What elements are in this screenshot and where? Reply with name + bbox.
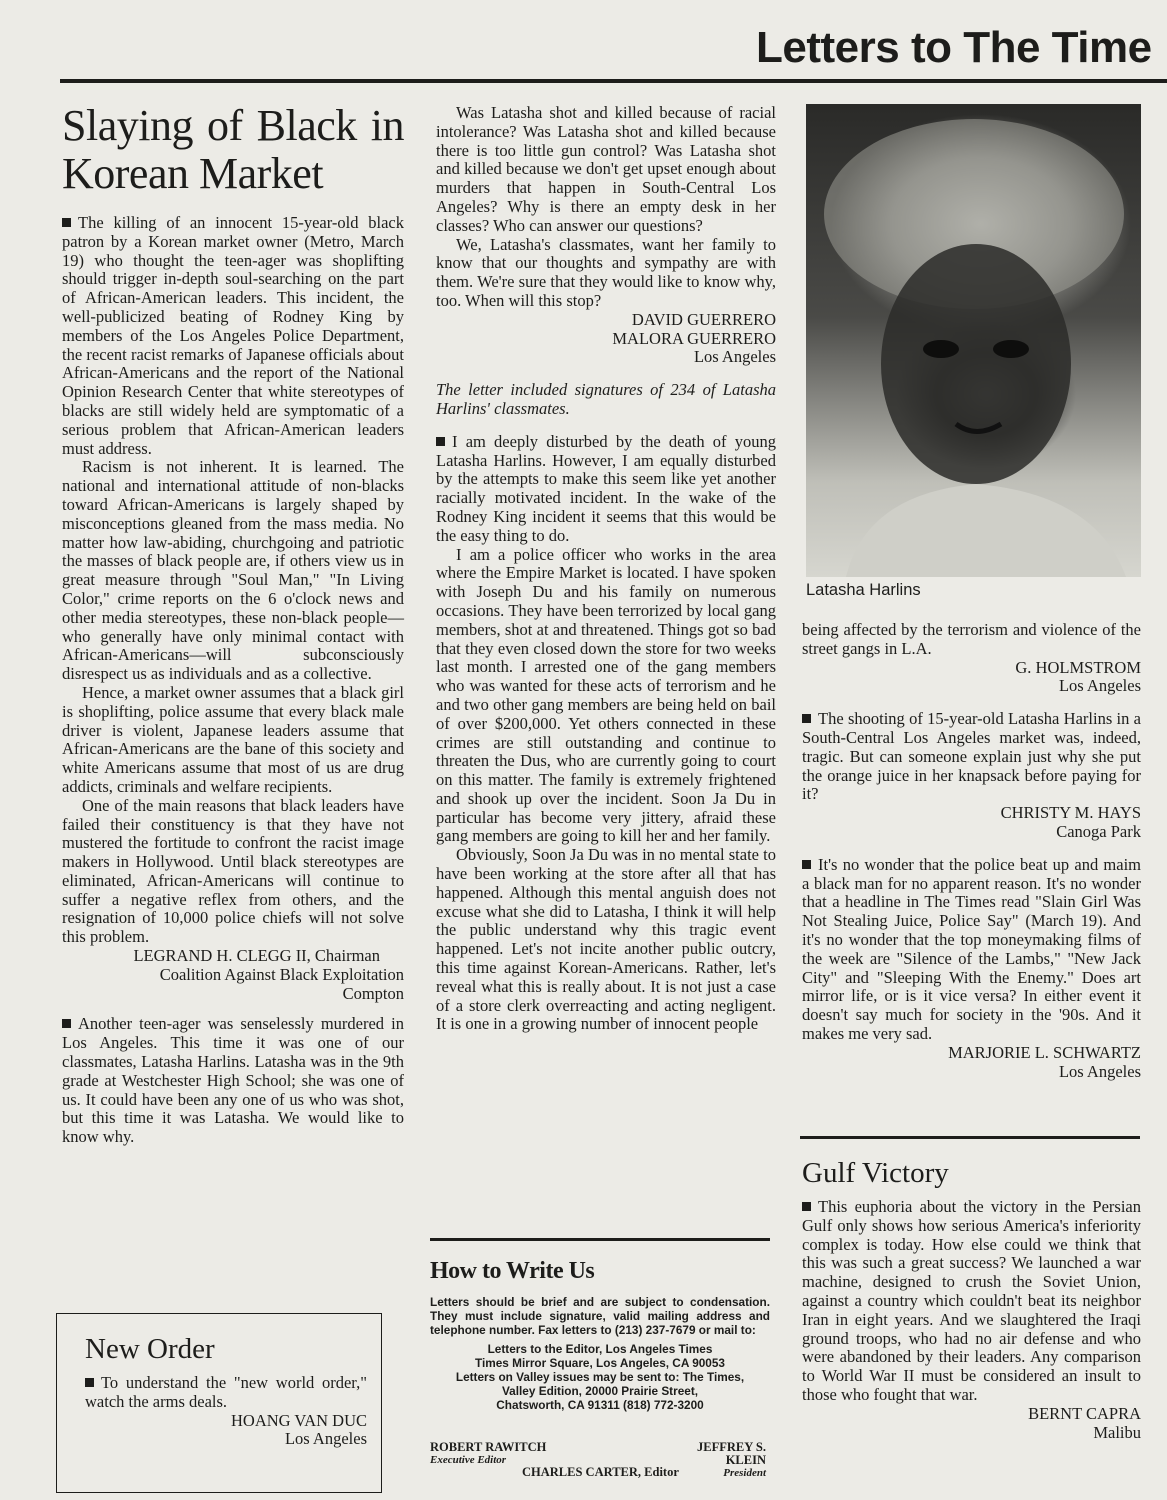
staff-title: Executive Editor [430,1454,507,1466]
letter1-place: Compton [342,983,404,1003]
staff-executive-editor [430,1441,546,1467]
letter5-signer: MARJORIE L. SCHWARTZ [948,1042,1141,1062]
letter2-signer: MALORA GUERRERO [612,328,776,348]
new-order-text: To understand the "new world order," watch the arms deals. [85,1373,367,1411]
letter4-signer: CHRISTY M. HAYS [1000,803,1141,823]
bullet-icon [436,437,445,446]
letter5-para: It's no wonder that the police beat up and maim a black man for no apparent reason. It's no wonder that a headline in The Times read "Slain Girl Was Not Stealing Juice, Police Say" (March 19). And it's no wonder that the top moneymaking films of the week are "Silence of the Lambs," "New Jack City" and "Sleeping With the Enemy." Does art mirror life, or is it vice versa? In either event it doesn't say much for society in the '90s. And it makes me very sad. [802,854,1141,1043]
howto-address: Valley Edition, 20000 Prairie Street, [501,1384,699,1399]
bullet-icon [802,1202,811,1211]
staff-name: ROBERT RAWITCH [430,1440,547,1454]
bullet-icon [62,218,71,227]
howto-rule [430,1238,770,1241]
bullet-icon [802,714,811,723]
portrait-illustration [806,104,1141,577]
letter1-signer: LEGRAND H. CLEGG II, Chairman [133,946,380,966]
letter2-para: Another teen-ager was senselessly murdered in Los Angeles. This time it was one of our classmates, Latasha Harlins. Latasha was in the 9th grade at Westchester High School; she was one of us. It could have been any one of us who was shot, but this time it was Latasha. We would like to know why. [62,1014,404,1147]
letter1-org: Coalition Against Black Exploitation [159,964,404,984]
letter2-para: Was Latasha shot and killed because of racial intolerance? Was Latasha shot and killed because there is too little gun control? Was Latasha shot and killed because we don't get upset enough about murders that happen in South-Central Los Angeles? Why is there an empty desk in her classes? Who can answer our questions? [436,103,776,235]
howto-intro: Letters should be brief and are subject to condensation. They must include signature, valid mailing address and telephone number. Fax letters to (213) 237-7679 or mail to: [430,1295,770,1338]
new-order-title: New Order [85,1333,215,1365]
right-column [802,621,1141,1081]
letter3-para: I am a police officer who works in the area where the Empire Market is located. I have spoken with Joseph Du and his family on numerous occasions. They have been terrorized by local gang members, shot at and threatened. Things got so bad that they even closed down the store for two weeks last month. I arrested one of the gang members who was wanted for these acts of terrorism and he and two other gang members are being held on bail of over $200,000. Yet others connected in these crimes are still outstanding and continue to threaten the Dus, who are currently going to court on this matter. The family is extremely frightened and shook up over the incident. Soon Ja Du in particular has become very jittery, afraid these gang members are going to kill her and her family. [436,544,776,846]
letter3-place: Los Angeles [1058,676,1141,696]
middle-column [436,104,776,1034]
left-column [62,102,404,1147]
gulf-title: Gulf Victory [802,1157,949,1189]
portrait-photo [806,104,1141,577]
gulf-column [802,1156,1141,1442]
photo-caption: Latasha Harlins [806,581,921,599]
letter1-para: The killing of an innocent 15-year-old black patron by a Korean market owner (Metro, March 19) who thought the teen-ager was shoplifting should trigger in-depth soul-searching on the part of African-American leaders. This incident, the well-publicized beating of Rodney King by members of the Los Angeles Police Department, the recent racist remarks of Japanese officials about African-Americans and the report of the National Opinion Research Center that white stereotypes of blacks are still widely held are symptomatic of a serious problem that African-American leaders must address. [62,213,404,458]
new-order-box [56,1313,382,1493]
letter4-place: Canoga Park [1056,821,1141,841]
howto-address: Times Mirror Square, Los Angeles, CA 90053 [474,1355,725,1370]
letter1-para: One of the main reasons that black leaders have failed their constituency is that they have not mustered the fortitude to confront the racist image makers in Hollywood. Until black stereotypes are eliminated, African-Americans will continue to suffer a negative reflex from others, and the resignation of 10,000 police chiefs will not solve this problem. [62,795,404,947]
letter3-para: Obviously, Soon Ja Du was in no mental state to have been working at the store after all that has happened. Although this mental anguish does not excuse what she did to Latasha, I think it will help the public understand why this tragic event happened. Let's not incite another public outcry, this time against Korean-Americans. Rather, let's reveal what this is really about. It is not just a case of a store clerk overreacting and acting negligent. It is one in a growing number of innocent people [436,845,776,1034]
howto-address: Letters to the Editor, Los Angeles Times [487,1341,713,1356]
letter5-place: Los Angeles [1058,1061,1141,1081]
letter4-para: The shooting of 15-year-old Latasha Harlins in a South-Central Los Angeles market was, indeed, tragic. But can someone explain just why she put the orange juice in her knapsack before paying for it? [802,709,1141,804]
bullet-icon [62,1019,71,1028]
letter3-signer: G. HOLMSTROM [1015,657,1141,677]
letter3-para: I am deeply disturbed by the death of young Latasha Harlins. However, I am equally disturbed by the attempts to make this seem like yet another racially motivated incident. In the wake of the Rodney King incident it seems that this would be the easy thing to do. [436,431,776,545]
editor-note: The letter included signatures of 234 of Latasha Harlins' classmates. [436,380,776,418]
howto-address: Chatsworth, CA 91311 (818) 772-3200 [496,1398,704,1413]
new-order-signer: HOANG VAN DUC [231,1410,367,1430]
letter1-para: Hence, a market owner assumes that a black girl is shoplifting, police assume that every black male driver is violent, Japanese leaders assume that African-Americans are the bane of this society and white Americans assume that most of us are drug addicts, criminals and welfare recipients. [62,682,404,796]
staff-title: President [723,1467,766,1479]
section-title: Letters to The Time [756,23,1152,72]
bullet-icon [85,1378,94,1387]
bullet-icon [802,860,811,869]
howto-address: Letters on Valley issues may be sent to: The Times, [455,1370,745,1385]
gulf-para: This euphoria about the victory in the Persian Gulf only shows how serious America's inferiority complex is today. How else could we think that this was such a great success? We launched a war machine, designed to crush the Soviet Union, against a country which couldn't beat its neighbor Iran in eight years. And we slaughtered the Iraqi ground troops, who had no air defense and who were abandoned by their leaders. Any comparison to World War II must be considered an insult to those who fought that war. [802,1197,1141,1404]
letter2-para: We, Latasha's classmates, want her family to know that our thoughts and sympathy are with them. We're sure that they would like to know why, too. When will this stop? [436,234,776,310]
howto-title: How to Write Us [430,1258,595,1284]
gulf-place: Malibu [1093,1422,1141,1442]
gulf-rule [800,1136,1140,1139]
letter2-place: Los Angeles [693,347,776,367]
main-headline: Slaying of Black in Korean Market [62,101,404,198]
how-to-write-us [430,1258,770,1413]
new-order-place: Los Angeles [284,1429,367,1449]
letter3-end: being affected by the terrorism and violence of the street gangs in L.A. [802,620,1141,658]
staff-name: JEFFREY S. KLEIN [697,1440,766,1467]
letter1-para: Racism is not inherent. It is learned. The national and international attitude of non-blacks toward African-Americans is largely shaped by misconceptions gleaned from the mass media. No matter how law-abiding, churchgoing and patriotic the masses of black people are, if others view us in great measure through "Soul Man," "In Living Color," crime reports on the 6 o'clock news and other media stereotypes, these non-black people—who generally have only minimal contact with African-Americans—will subconsciously disrespect us as individuals and as a collective. [62,457,404,684]
staff-editor: CHARLES CARTER, Editor [522,1465,679,1479]
letter2-signer: DAVID GUERRERO [631,309,776,329]
gulf-signer: BERNT CAPRA [1028,1403,1141,1423]
header-rule [60,79,1167,83]
